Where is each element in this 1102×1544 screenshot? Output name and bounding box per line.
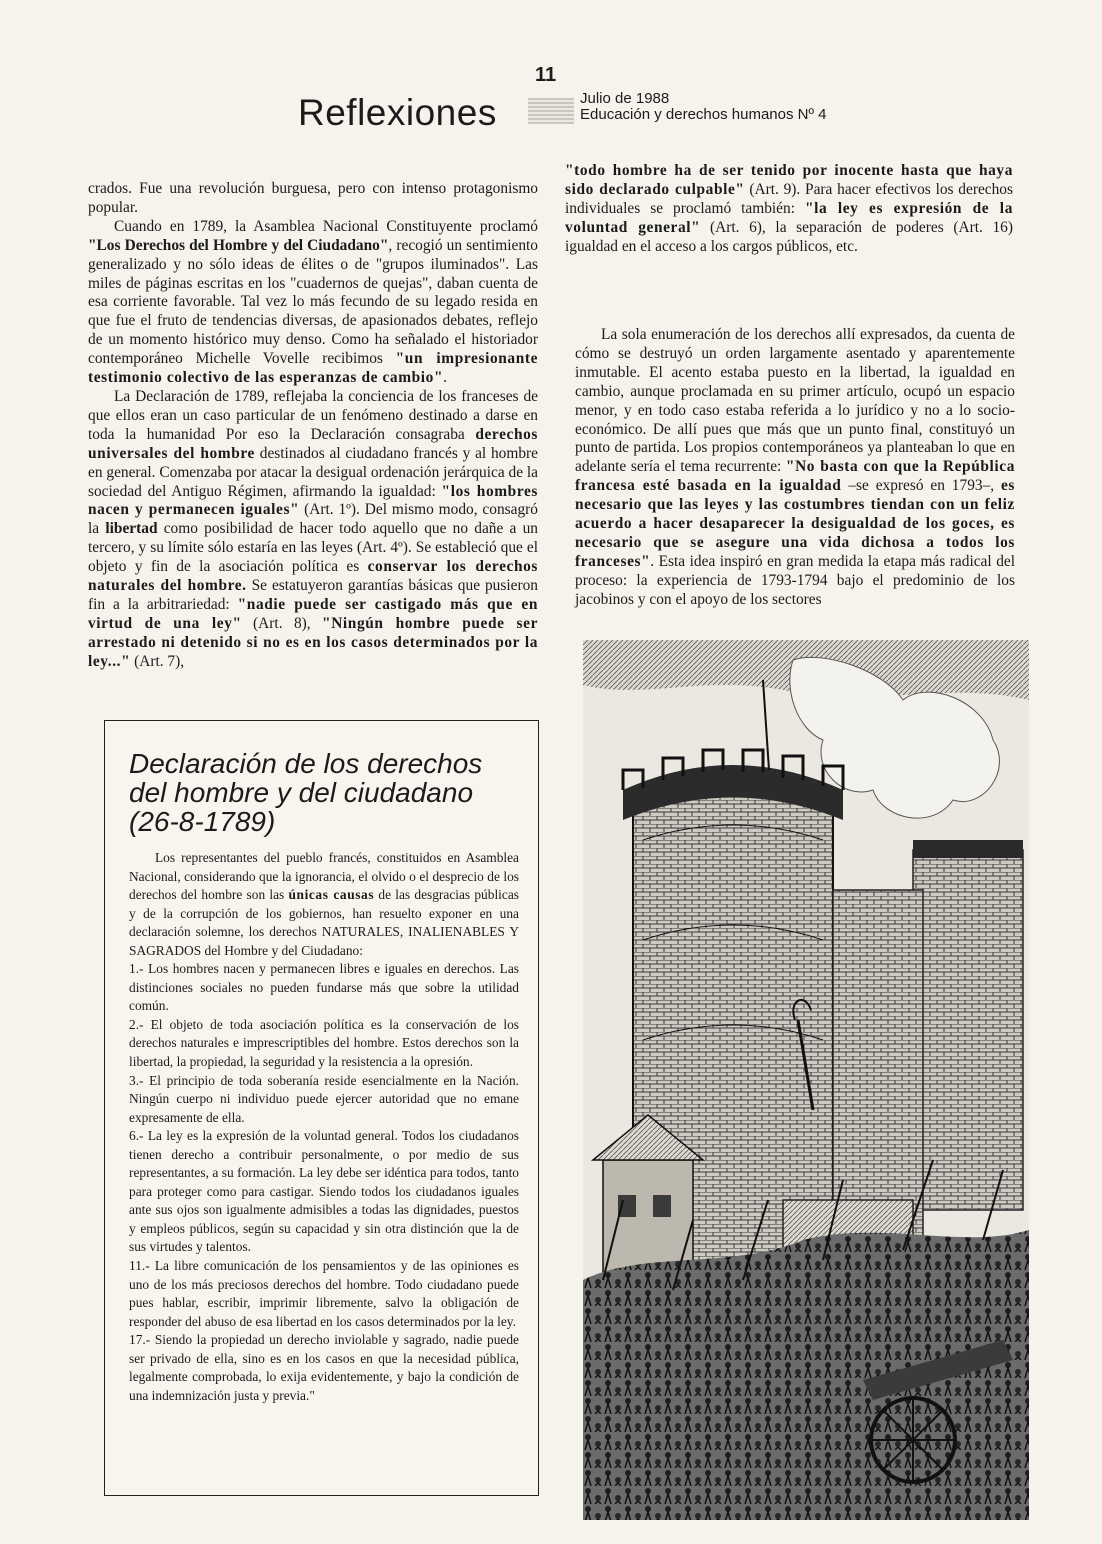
article: 2.- El objeto de toda asociación política es la conservación de los derechos naturales e imprescriptibles del hombre. Estos derechos son la libertad, la propiedad, la seguridad y la resistencia a la opresión. [129,1016,519,1070]
paragraph: Cuando en 1789, la Asamblea Nacional Constituyente proclamó "Los Derechos del Hombre y del Ciudadano", recogió un sentimiento generalizado y no sólo ideas de élites o de "grupos iluminados". Las miles de páginas escritas en los "cuadernos de quejas", daban cuenta de esa corriente favorable. Tal vez lo más fecundo de su legado resida en que fue el fruto de tendencias diversas, de apasionados debates, reflejo de un momento histórico muy denso. Como ha señalado el historiador contemporáneo Michelle Vovelle recibimos "un impresionante testimonio colectivo de las esperanzas de cambio". [88,217,539,387]
paragraph: crados. Fue una revolución burguesa, pero con intenso protagonismo popular. [88,180,538,216]
paragraph: La sola enumeración de los derechos allí expresados, da cuenta de cómo se destruyó un orden largamente asentado y aparentemente inmutable. El acento estaba puesto en la libertad, la igualdad en cambio, aunque proclamada en su primer artículo, ocupó un espacio menor, y en todo caso estaba referida a lo jurídico y no a lo socio-económico. De allí pues que más que un punto final, constituyó un punto de partida. Los propios contemporáneos ya planteaban lo que en adelante sería el tema recurrente: "No basta con que la República francesa esté basada en la igualdad –se expresó en 1793–, es necesario que las leyes y las costumbres tiendan con un feliz acuerdo a hacer desaparecer la desigualdad de los goces, es necesario que se asegure una vida dichosa a todos los franceses". Esta idea inspiró en gran medida la etapa más radical del proceso: la experiencia de 1793-1794 bajo el predominio de los jacobinos y con el apoyo de los sectores [575,326,1016,608]
page-number: 11 [535,64,557,86]
issue-date: Julio de 1988 [580,90,670,107]
article: 6.- La ley es la expresión de la voluntad general. Todos los ciudadanos tienen derecho a contribuir personalmente, o por medio de sus representantes, a su formación. La ley debe ser idéntica para todos, tanto para proteger como para castigar. Siendo todos los ciudadanos iguales ante sus ojos son igualmente admisibles a todas las dignidades, puestos y empleos públicos, según su capacidad y sin otra distinción que la de sus virtudes y talentos. [129,1128,519,1255]
declaration-body [129,849,519,1405]
article: 1.- Los hombres nacen y permanecen libres e iguales en derechos. Las distinciones sociales no pueden fundarse más que sobre la utilidad común. [129,961,519,1014]
paragraph: La Declaración de 1789, reflejaba la conciencia de los franceses de que ellos eran un caso particular de un fenómeno destinado a darse en toda la humanidad Por eso la Declaración consagraba derechos universales del hombre destinados al ciudadano francés y al hombre en general. Comenzaba por atacar la desigual ordenación jerárquica de la sociedad del Antiguo Régimen, afirmando la igualdad: "los hombres nacen y permanecen iguales" (Art. 1º). Del mismo modo, consagró la libertad como posibilidad de hacer todo aquello que no dañe a un tercero, y su límite sólo estaría en las leyes (Art. 4º). Se estableció que el objeto y fin de la asociación política es conservar los derechos naturales del hombre. Se estatuyeron garantías básicas que pusieron fin a la arbitrariedad: "nadie puede ser castigado más que en virtud de una ley" (Art. 8), "Ningún hombre puede ser arrestado ni detenido si no es en los casos determinados por la ley..." (Art. 7), [88,387,539,670]
article: 3.- El principio de toda soberanía reside esencialmente en la Nación. Ningún cuerpo ni individuo puede ejercer autoridad que no emane expresamente de ella. [129,1072,519,1125]
paragraph: "todo hombre ha de ser tenido por inocente hasta que haya sido declarado culpable" (Art. 9). Para hacer efectivos los derechos individuales se proclamó también: "la ley es expresión de la voluntad general" (Art. 6), la separación de poderes (Art. 16) igualdad en el acceso a los cargos públicos, etc. [565,162,1013,255]
declaration-intro: Los representantes del pueblo francés, constituidos en Asamblea Nacional, considerando que la ignorancia, el olvido o el desprecio de los derechos del hombre son las únicas causas de las desgracias públicas y de la corrupción de los gobiernos, han resuelto exponer en una declaración solemne, los derechos NATURALES, INALIENABLES Y SAGRADOS del Hombre y del Ciudadano: [129,850,519,958]
declaration-title: Declaración de los derechos del hombre y del ciudadano (26-8-1789) [129,748,483,837]
article: 17.- Siendo la propiedad un derecho inviolable y sagrado, nadie puede ser privado de ella, sino es en los casos en que la necesidad pública, legalmente comprobada, lo exija evidentemente, y bajo la condición de una indemnización justa y previa." [129,1332,519,1403]
right-column-top [565,162,1013,257]
masthead-ornament [528,98,574,124]
article: 11.- La libre comunicación de los pensamientos y de las opiniones es uno de los más preciosos derechos del hombre. Todo ciudadano puede pues hablar, escribir, imprimir libremente, salvo la obligación de responder del abuso de esa libertad en los casos determinados por la ley. [129,1258,519,1329]
left-column [88,180,538,672]
right-column-bottom [575,326,1015,610]
declaration-box [104,720,539,1496]
bastille-engraving [583,640,1029,1520]
issue-name: Educación y derechos humanos Nº 4 [580,106,827,123]
publication-title: Reflexiones [298,92,497,133]
